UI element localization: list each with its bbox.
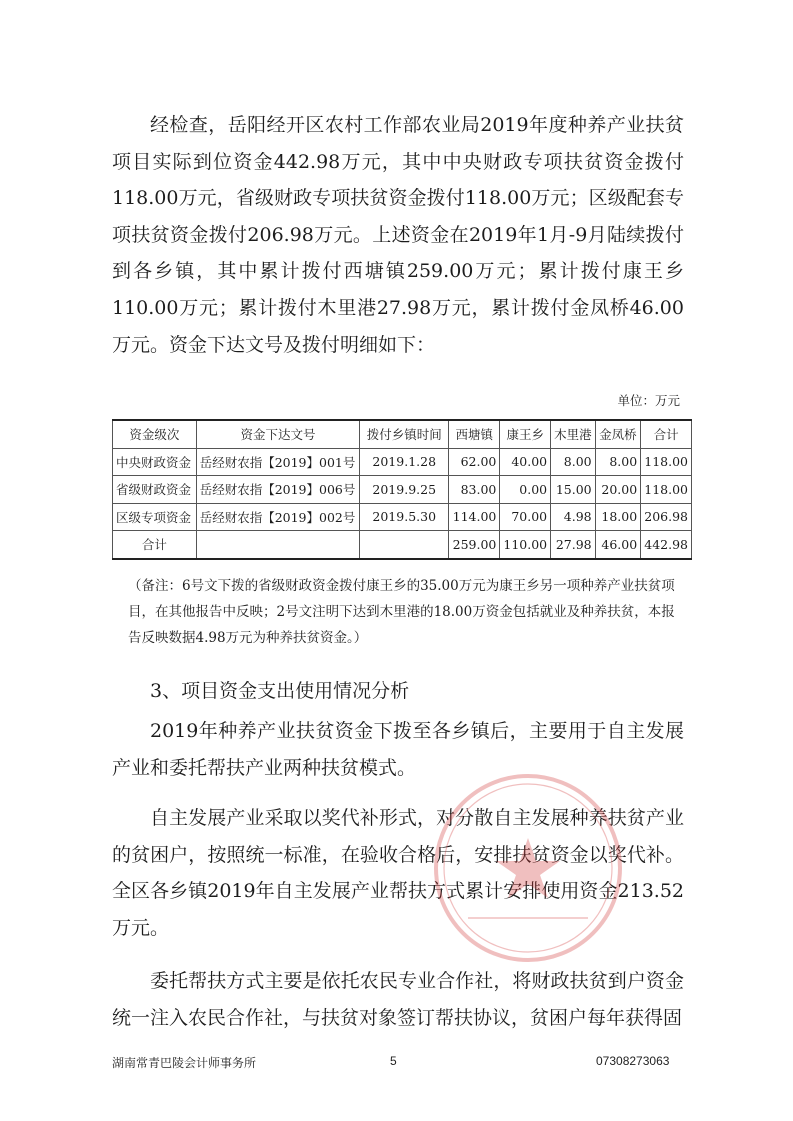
cell-xitang: 114.00 (449, 503, 500, 531)
cell-jinfengqiao: 18.00 (595, 503, 641, 531)
table-total-row (113, 531, 692, 559)
cell-doc-number (196, 531, 360, 559)
cell-fund-level: 中央财政资金 (113, 448, 197, 476)
header-kangwang: 康王乡 (500, 420, 551, 448)
table-row (113, 448, 692, 476)
table-row (113, 503, 692, 531)
table-footnote: （备注：6号文下拨的省级财政资金拨付康王乡的35.00万元为康王乡另一项种养产业扶贫项目，在其他报告中反映；2号文注明下达到木里港的18.00万资金包括就业及种养扶贫，本报告反映数据4.98万元为种养扶贫资金。） (128, 578, 675, 646)
cell-disburse-time: 2019.1.28 (360, 448, 449, 476)
funding-table (112, 419, 692, 560)
footer-phone-number: 07308273063 (596, 1054, 670, 1068)
header-disburse-time: 拨付乡镇时间 (360, 420, 449, 448)
cell-disburse-time: 2019.9.25 (360, 476, 449, 504)
table-row (113, 476, 692, 504)
header-xitang: 西塘镇 (449, 420, 500, 448)
cell-disburse-time (360, 531, 449, 559)
header-fund-level: 资金级次 (113, 420, 197, 448)
paragraph-entrusted-assistance: 委托帮扶方式主要是依托农民专业合作社，将财政扶贫到户资金统一注入农民合作社，与扶贫对象签订帮扶协议，贫困户每年获得固 (112, 970, 684, 1029)
cell-doc-number: 岳经财农指【2019】001号 (196, 448, 360, 476)
header-muligang: 木里港 (551, 420, 596, 448)
cell-total: 118.00 (641, 476, 692, 504)
cell-xitang: 83.00 (449, 476, 500, 504)
paragraph-self-development: 自主发展产业采取以奖代补形式，对分散自主发展种养扶贫产业的贫困户，按照统一标准，在验收合格后，安排扶贫资金以奖代补。全区各乡镇2019年自主发展产业帮扶方式累计安排使用资金213.52万元。 (112, 807, 684, 939)
cell-fund-level: 区级专项资金 (113, 503, 197, 531)
footer-firm-name: 湖南常青巴陵会计师事务所 (112, 1056, 257, 1070)
cell-kangwang: 40.00 (500, 448, 551, 476)
paragraph-disbursement-modes: 2019年种养产业扶贫资金下拨至各乡镇后，主要用于自主发展产业和委托帮扶产业两种扶贫模式。 (112, 720, 684, 779)
cell-doc-number: 岳经财农指【2019】002号 (196, 503, 360, 531)
header-doc-number: 资金下达文号 (196, 420, 360, 448)
cell-kangwang: 0.00 (500, 476, 551, 504)
cell-total: 118.00 (641, 448, 692, 476)
cell-jinfengqiao: 46.00 (595, 531, 641, 559)
header-jinfengqiao: 金凤桥 (595, 420, 641, 448)
cell-total: 442.98 (641, 531, 692, 559)
cell-total-label: 合计 (113, 531, 197, 559)
section-heading-3: 3、项目资金支出使用情况分析 (150, 680, 410, 702)
cell-jinfengqiao: 20.00 (595, 476, 641, 504)
cell-jinfengqiao: 8.00 (595, 448, 641, 476)
cell-muligang: 27.98 (551, 531, 596, 559)
cell-xitang: 259.00 (449, 531, 500, 559)
cell-disburse-time: 2019.5.30 (360, 503, 449, 531)
cell-muligang: 8.00 (551, 448, 596, 476)
official-seal-stamp (428, 768, 628, 968)
cell-kangwang: 70.00 (500, 503, 551, 531)
cell-fund-level: 省级财政资金 (113, 476, 197, 504)
paragraph-funding-summary: 经检查，岳阳经开区农村工作部农业局2019年度种养产业扶贫项目实际到位资金442.98万元，其中中央财政专项扶贫资金拨付118.00万元，省级财政专项扶贫资金拨付118.00万元；区级配套专项扶贫资金拨付206.98万元。上述资金在2019年1月-9月陆续拨付到各乡镇，其中累计拨付西塘镇259.00万元；累计拨付康王乡110.00万元；累计拨付木里港27.98万元，累计拨付金凤桥46.00万元。资金下达文号及拨付明细如下： (112, 114, 684, 356)
cell-doc-number: 岳经财农指【2019】006号 (196, 476, 360, 504)
table-unit-label: 单位：万元 (617, 393, 680, 408)
table-header-row (113, 420, 692, 448)
header-total: 合计 (641, 420, 692, 448)
cell-kangwang: 110.00 (500, 531, 551, 559)
cell-muligang: 4.98 (551, 503, 596, 531)
cell-total: 206.98 (641, 503, 692, 531)
footer-page-number: 5 (390, 1054, 397, 1068)
cell-muligang: 15.00 (551, 476, 596, 504)
cell-xitang: 62.00 (449, 448, 500, 476)
